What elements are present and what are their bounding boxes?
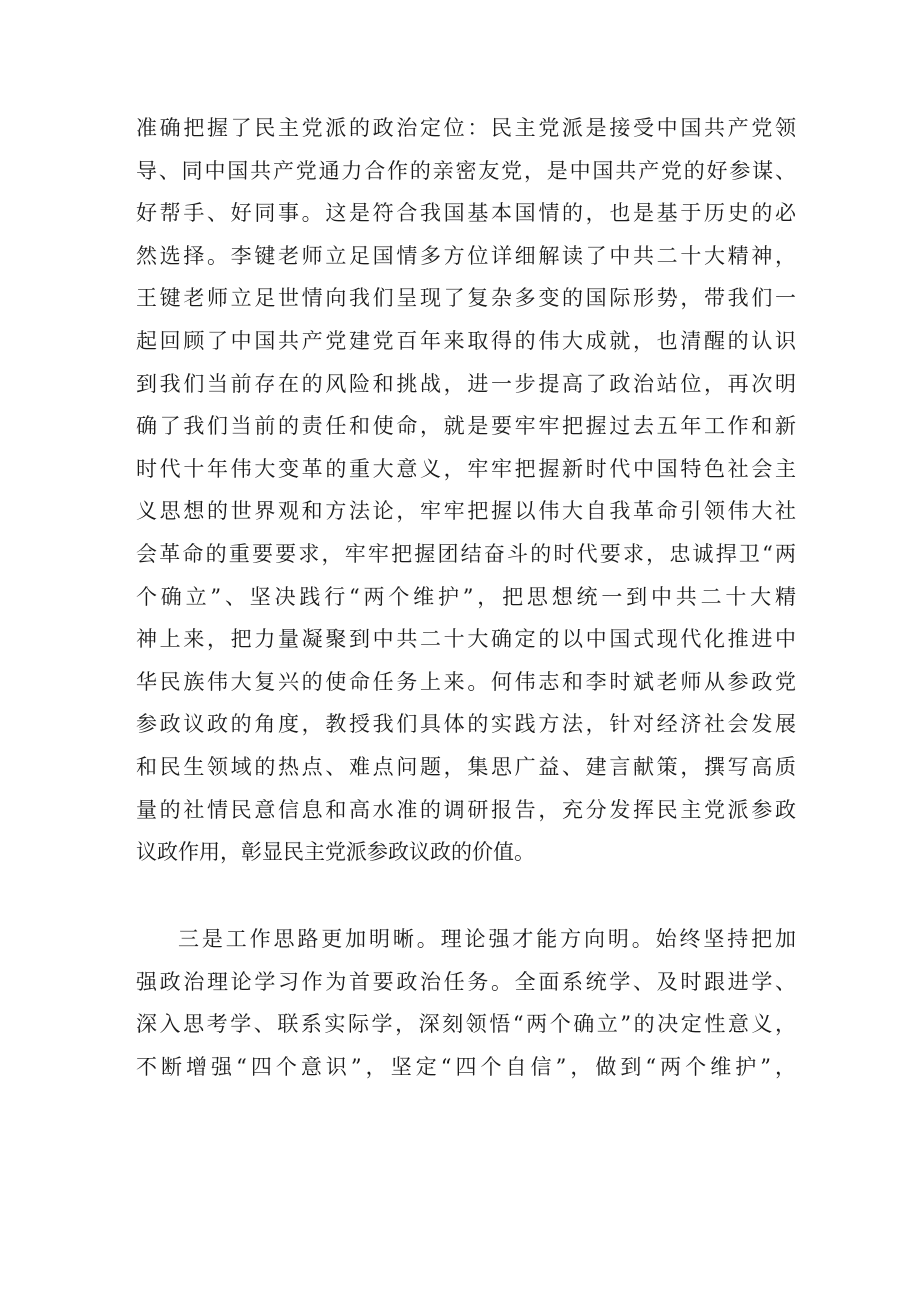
text-line: 和民生领域的热点、难点问题，集思广益、建言献策，撰写高质 bbox=[136, 754, 796, 779]
text-line: 好帮手、好同事。这是符合我国基本国情的，也是基于历史的必 bbox=[136, 201, 796, 226]
text-line: 神上来，把力量凝聚到中共二十大确定的以中国式现代化推进中 bbox=[136, 627, 796, 652]
text-line: 三是工作思路更加明晰。理论强才能方向明。始终坚持把加 bbox=[178, 927, 796, 951]
text-line: 王键老师立足世情向我们呈现了复杂多变的国际形势，带我们一 bbox=[136, 286, 796, 311]
paragraph-1 bbox=[136, 107, 796, 874]
text-line: 参政议政的角度，教授我们具体的实践方法，针对经济社会发展 bbox=[136, 712, 796, 737]
paragraph-2 bbox=[136, 918, 796, 1088]
text-line: 深入思考学、联系实际学，深刻领悟“两个确立”的决定性意义， bbox=[136, 1012, 796, 1037]
text-line: 确了我们当前的责任和使命，就是要牢牢把握过去五年工作和新 bbox=[136, 414, 796, 439]
text-line: 强政治理论学习作为首要政治任务。全面系统学、及时跟进学、 bbox=[136, 969, 796, 994]
text-line: 起回顾了中国共产党建党百年来取得的伟大成就，也清醒的认识 bbox=[136, 328, 796, 353]
text-line: 然选择。李键老师立足国情多方位详细解读了中共二十大精神， bbox=[136, 243, 796, 268]
text-line: 准确把握了民主党派的政治定位：民主党派是接受中国共产党领 bbox=[136, 116, 796, 140]
text-line: 到我们当前存在的风险和挑战，进一步提高了政治站位，再次明 bbox=[136, 371, 796, 396]
text-line: 导、同中国共产党通力合作的亲密友党，是中国共产党的好参谋、 bbox=[136, 158, 796, 183]
text-line: 不断增强“四个意识”，坚定“四个自信”，做到“两个维护”， bbox=[136, 1054, 796, 1079]
text-line: 时代十年伟大变革的重大意义，牢牢把握新时代中国特色社会主 bbox=[136, 456, 796, 481]
text-line: 量的社情民意信息和高水准的调研报告，充分发挥民主党派参政 bbox=[136, 797, 796, 822]
text-line: 会革命的重要要求，牢牢把握团结奋斗的时代要求，忠诚捍卫“两 bbox=[136, 541, 796, 566]
text-line: 议政作用，彰显民主党派参政议政的价值。 bbox=[136, 840, 535, 865]
text-line: 个确立”、坚决践行“两个维护”，把思想统一到中共二十大精 bbox=[136, 584, 796, 609]
text-line: 华民族伟大复兴的使命任务上来。何伟志和李时斌老师从参政党 bbox=[136, 669, 796, 694]
text-line: 义思想的世界观和方法论，牢牢把握以伟大自我革命引领伟大社 bbox=[136, 499, 796, 524]
